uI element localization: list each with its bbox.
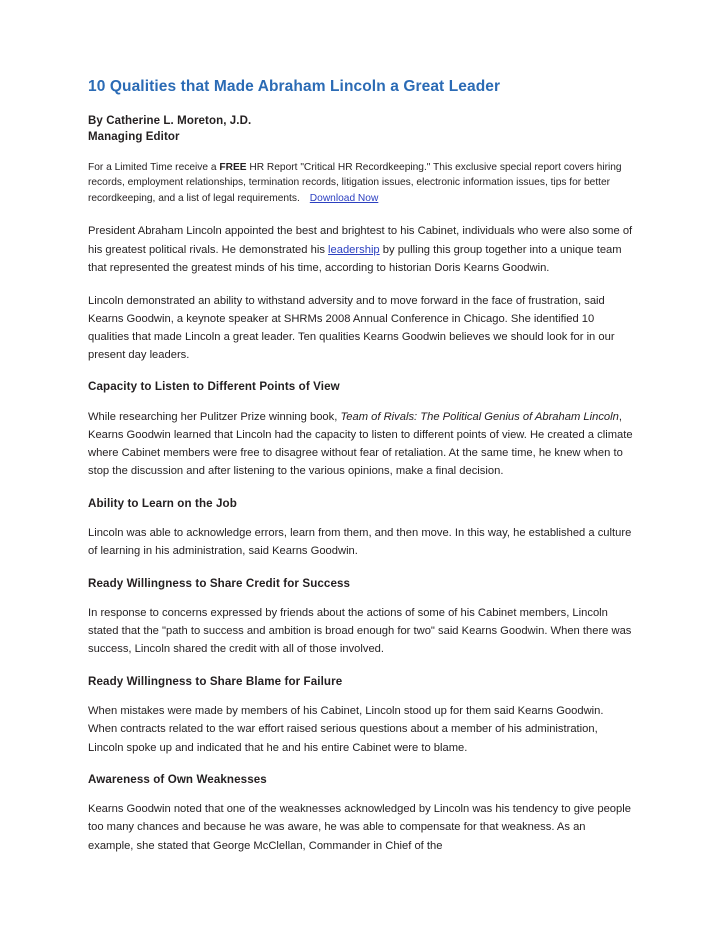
paragraph-own-weaknesses <box>88 800 634 854</box>
book-title-italic: Team of Rivals: The Political Genius of Abraham Lincoln <box>340 411 619 424</box>
paragraph-share-blame <box>88 702 634 756</box>
section-heading-ability-to-learn: Ability to Learn on the Job <box>88 496 237 510</box>
byline <box>88 113 634 146</box>
text-segment: by pulling this group together into a unique team that represented the greatest minds of his time, according to historian Doris Kearns Goodwin. <box>88 243 622 274</box>
paragraph-ability-to-learn <box>88 524 634 560</box>
byline-role: Managing Editor <box>88 131 180 144</box>
text-segment: In response to concerns expressed by friends about the actions of some of his Cabinet members, Lincoln stated that the "path to success and ambition is broad enough for two" said Kearns Goodwin. When there was success, Lincoln shared the credit with all of those involved. <box>88 607 632 656</box>
text-segment: While researching her Pulitzer Prize winning book, <box>88 411 341 424</box>
section-heading-share-blame: Ready Willingness to Share Blame for Failure <box>88 674 343 688</box>
page-title: 10 Qualities that Made Abraham Lincoln a Great Leader <box>88 78 501 95</box>
text-segment: , Kearns Goodwin learned that Lincoln had the capacity to listen to different points of view. He created a climate where Cabinet members were free to disagree without fear of retaliation. At the same time, he knew when to stop the discussion and after listening to the various opinions, make a final decision. <box>88 411 633 478</box>
paragraph-capacity-to-listen <box>88 408 634 481</box>
section-heading-capacity-to-listen: Capacity to Listen to Different Points of View <box>88 380 340 394</box>
section-heading-share-credit: Ready Willingness to Share Credit for Success <box>88 576 351 590</box>
promo-text-before: For a Limited Time receive a <box>88 161 220 173</box>
leadership-link[interactable]: leadership <box>328 243 380 256</box>
promo-block <box>88 160 634 207</box>
byline-author: By Catherine L. Moreton, J.D. <box>88 114 252 127</box>
promo-bold-free: FREE <box>219 161 247 173</box>
text-segment: Kearns Goodwin noted that one of the weaknesses acknowledged by Lincoln was his tendency to give people too many chances and because he was aware, he was able to compensate for that weakness. As an example, she stated that George McClellan, Commander in Chief of the <box>88 803 631 852</box>
text-segment: Lincoln demonstrated an ability to withstand adversity and to move forward in the face of frustration, said Kearns Goodwin, a keynote speaker at SHRMs 2008 Annual Conference in Chicago. She identified 10 qualities that made Lincoln a great leader. Ten qualities Kearns Goodwin believes we should look for in our present day leaders. <box>88 294 615 362</box>
text-segment: President Abraham Lincoln appointed the best and brightest to his Cabinet, individuals who were also some of his greatest political rivals. He demonstrated his <box>88 225 633 256</box>
text-segment: Lincoln was able to acknowledge errors, learn from them, and then move. In this way, he established a culture of learning in his administration, said Kearns Goodwin. <box>88 527 632 558</box>
paragraph-intro-2 <box>88 292 634 365</box>
paragraph-intro-1 <box>88 222 634 276</box>
text-segment: When mistakes were made by members of his Cabinet, Lincoln stood up for them said Kearns Goodwin. When contracts related to the war effort raised serious questions about a member of his administration, Lincoln spoke up and indicated that he and his entire Cabinet were to blame. <box>88 705 604 754</box>
document-content <box>88 78 634 870</box>
download-now-link[interactable]: Download Now <box>309 192 379 204</box>
promo-text-after: HR Report "Critical HR Recordkeeping." This exclusive special report covers hiring records, employment relationships, termination records, litigation issues, electronic information issues, tips for better recordkeeping, and a list of legal requirements. <box>88 161 622 204</box>
paragraph-share-credit <box>88 604 634 658</box>
section-heading-own-weaknesses: Awareness of Own Weaknesses <box>88 772 267 786</box>
